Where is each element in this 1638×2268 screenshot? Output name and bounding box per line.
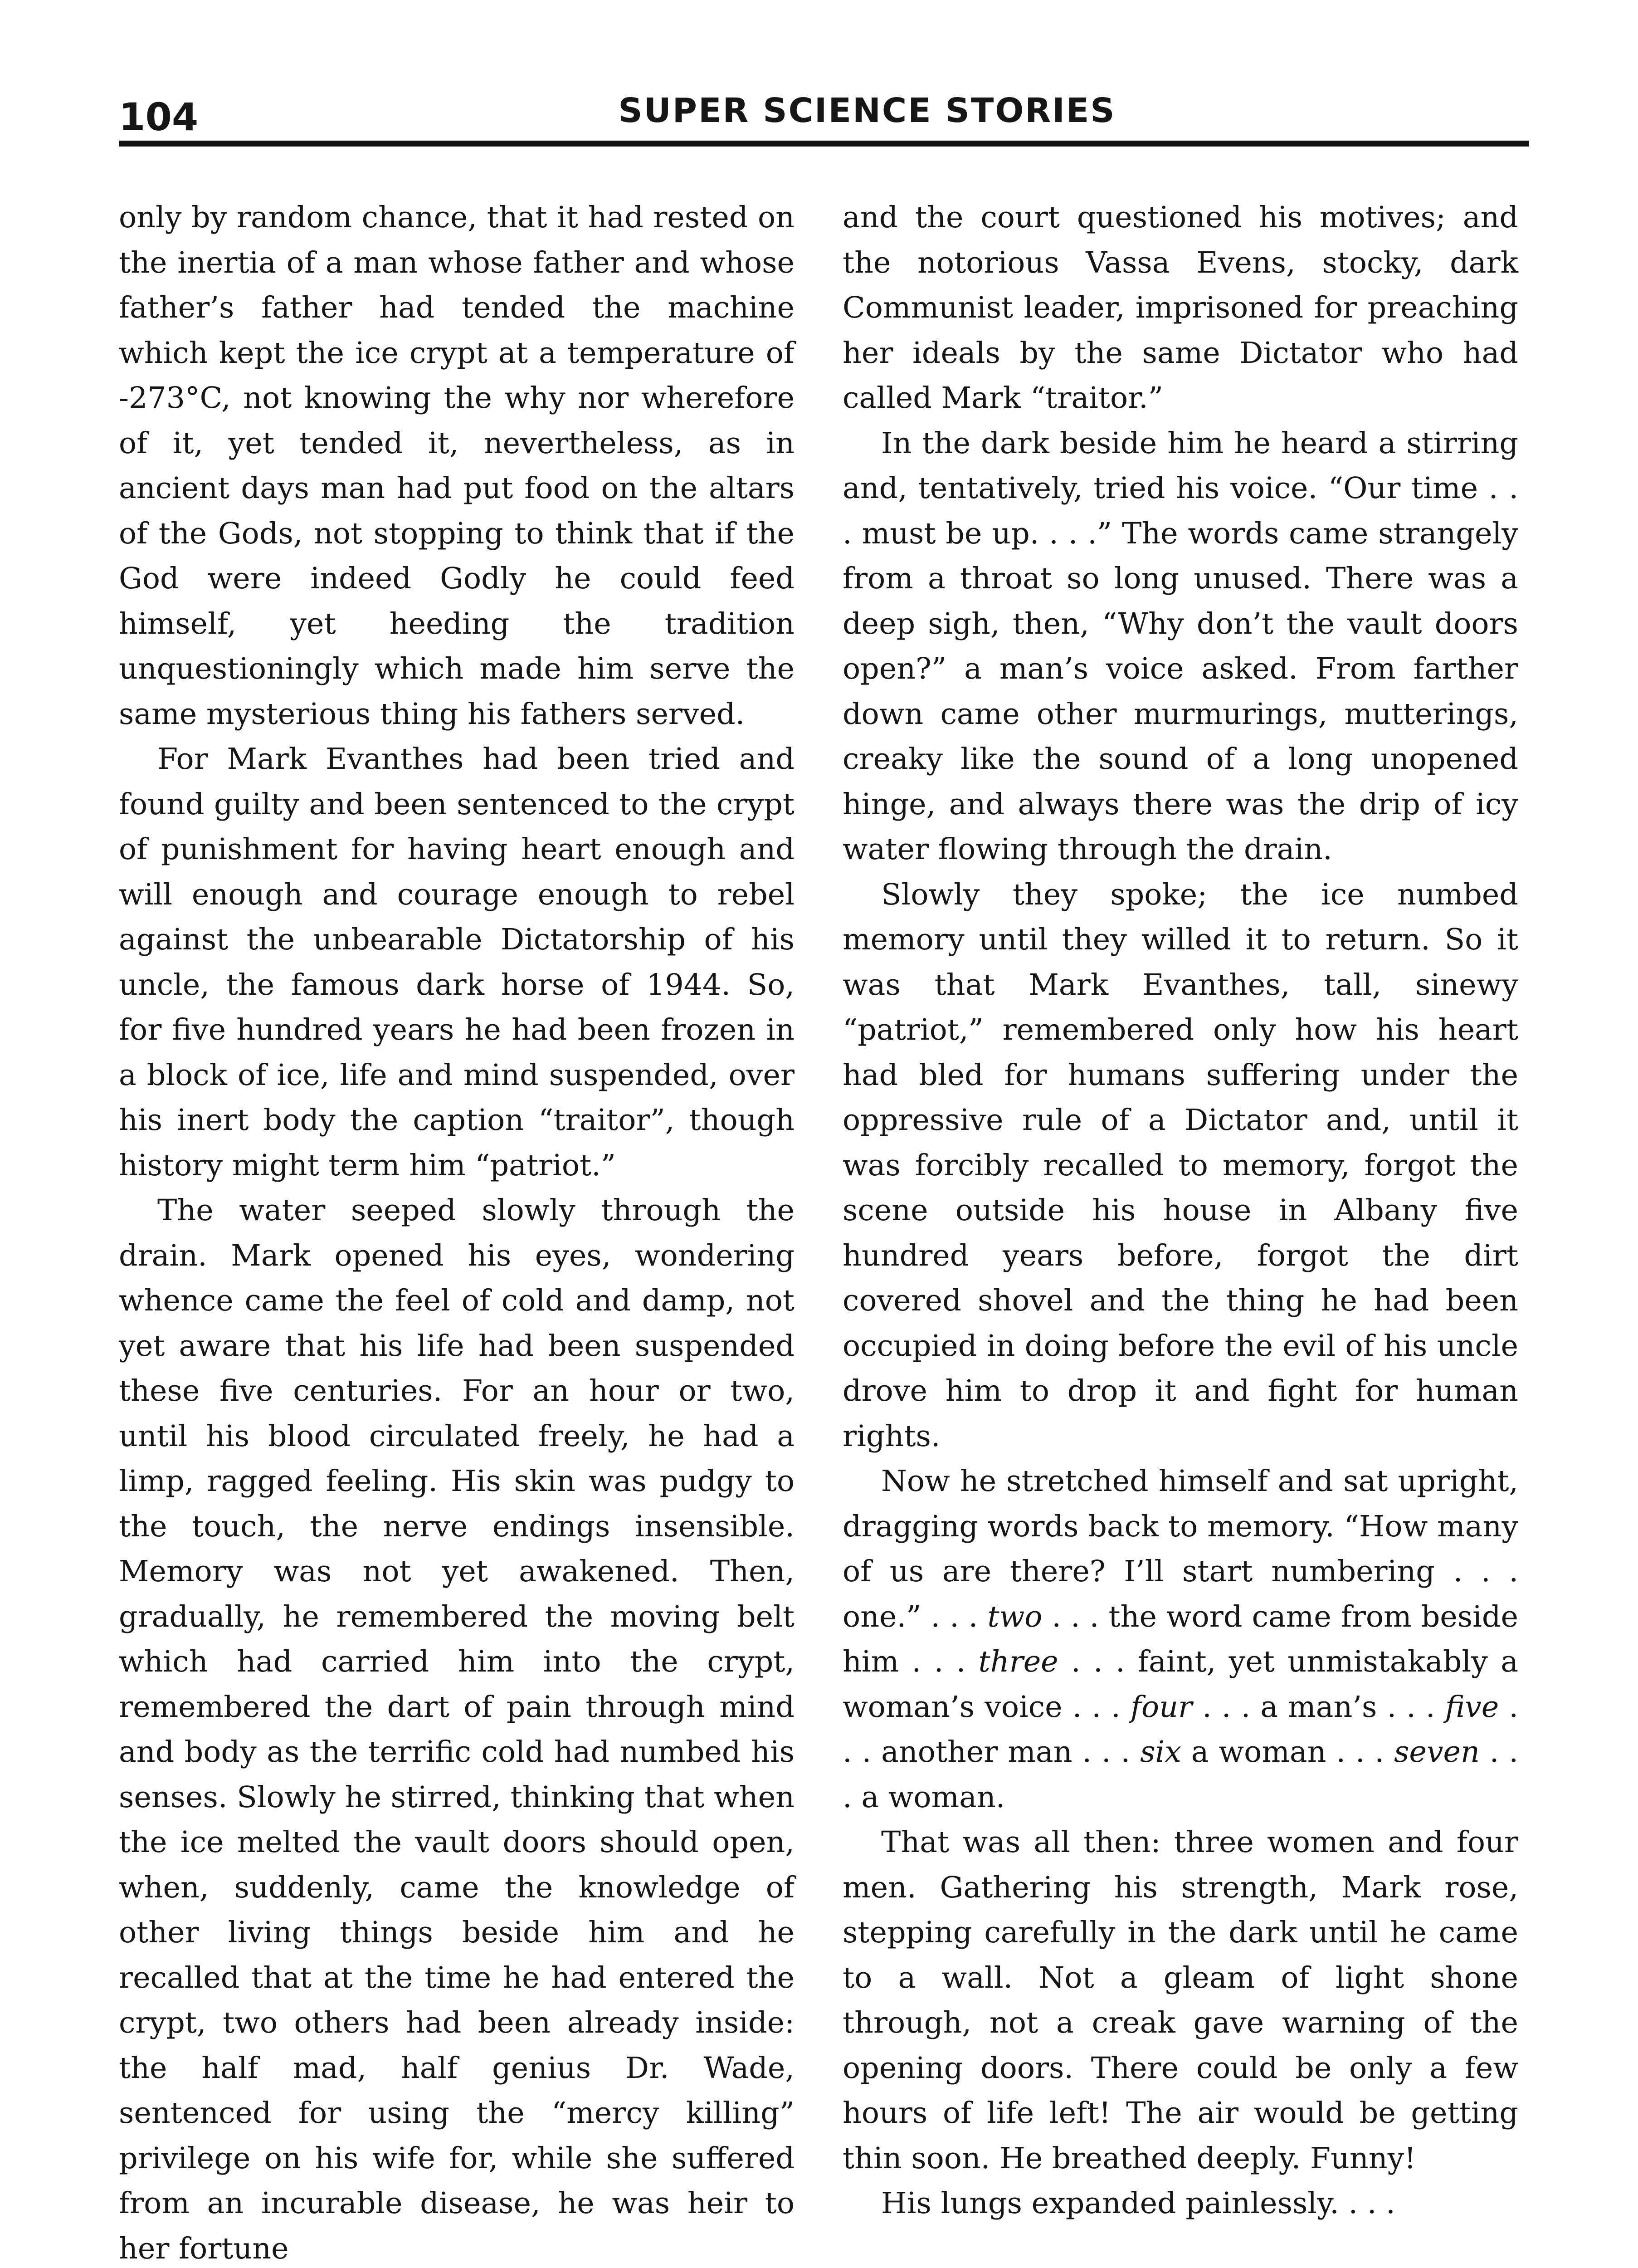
counting-text: . . . another man . . . — [843, 1690, 1518, 1769]
counting-text: Now he stretched himself and sat upright, dragging words back to memory. “How many of us are there? I’ll start numbering . . . one.” . . . — [843, 1464, 1518, 1634]
paragraph: and the court questioned his motives; and the notorious Vassa Evens, stocky, dark Communist leader, imprisoned for preaching her ideals by the same Dictator who had called Mark “traitor.” — [843, 200, 1518, 415]
count-word: two — [987, 1599, 1043, 1634]
header-rule — [119, 141, 1529, 147]
left-column — [119, 195, 795, 2268]
right-column — [843, 195, 1518, 2226]
paragraph: Slowly they spoke; the ice numbed memory until they willed it to return. So it was that Mark Evanthes, tall, sinewy “patriot,” remembered only how his heart had bled for humans suffering under the oppressive rule of a Dictator and, until it was forcibly recalled to memory, forgot the scene outside his house in Albany five hundred years before, forgot the dirt covered shovel and the thing he had been occupied in doing before the evil of his uncle drove him to drop it and fight for human rights. — [843, 877, 1518, 1453]
counting-paragraph — [843, 1459, 1518, 1820]
paragraph: The water seeped slowly through the drain. Mark opened his eyes, wondering whence came the feel of cold and damp, not yet aware that his life had been suspended these five centuries. For an hour or two, until his blood circulated freely, he had a limp, ragged feeling. His skin was pudgy to the touch, the nerve endings insensible. Memory was not yet awakened. Then, gradually, he remembered the moving belt which had carried him into the crypt, remembered the dart of pain through mind and body as the terrific cold had numbed his senses. Slowly he stirred, thinking that when the ice melted the vault doors should open, when, suddenly, came the knowledge of other living things beside him and he recalled that at the time he had entered the crypt, two others had been already inside: the half mad, half genius Dr. Wade, sentenced for using the “mercy killing” privilege on his wife for, while she suffered from an incurable disease, he was heir to her fortune — [119, 1193, 795, 2266]
counting-text: a woman . . . — [1181, 1735, 1394, 1769]
paragraph: only by random chance, that it had rested on the inertia of a man whose father and whose father’s father had tended the machine which kept the ice crypt at a temperature of -273°C, not knowing the why nor wherefore of it, yet tended it, nevertheless, as in ancient days man had put food on the altars of the Gods, not stopping to think that if the God were indeed Godly he could feed himself, yet heeding the tradition unquestioningly which made him serve the same mysterious thing his fathers served. — [119, 200, 795, 731]
count-word: four — [1130, 1690, 1193, 1724]
counting-text: . . . faint, yet unmistakably a woman’s voice . . . — [843, 1645, 1518, 1724]
counting-text: . . . a woman. — [843, 1735, 1518, 1814]
page-number: 104 — [119, 95, 199, 139]
count-word: five — [1445, 1690, 1499, 1724]
paragraph: For Mark Evanthes had been tried and found guilty and been sentenced to the crypt of punishment for having heart enough and will enough and courage enough to rebel against the unbearable Dictatorship of his uncle, the famous dark horse of 1944. So, for five hundred years he had been frozen in a block of ice, life and mind suspended, over his inert body the caption “traitor”, though history might term him “patriot.” — [119, 742, 795, 1183]
count-word: six — [1140, 1735, 1181, 1769]
count-word: seven — [1394, 1735, 1480, 1769]
running-title: SUPER SCIENCE STORIES — [618, 91, 1116, 130]
paragraph: That was all then: three women and four men. Gathering his strength, Mark rose, stepping carefully in the dark until he came to a wall. Not a gleam of light shone through, not a creak gave warning of the opening doors. There could be only a few hours of life left! The air would be getting thin soon. He breathed deeply. Funny! — [843, 1825, 1518, 2175]
paragraph: In the dark beside him he heard a stirring and, tentatively, tried his voice. “Our time . . . must be up. . . .” The words came strangely from a throat so long unused. There was a deep sigh, then, “Why don’t the vault doors open?” a man’s voice asked. From farther down came other murmurings, mutterings, creaky like the sound of a long unopened hinge, and always there was the drip of icy water flowing through the drain. — [843, 426, 1518, 866]
counting-text: . . . the word came from beside him . . . — [843, 1599, 1518, 1679]
page-header — [119, 77, 1534, 150]
count-word: three — [978, 1645, 1058, 1679]
paragraph: His lungs expanded painlessly. . . . — [881, 2186, 1395, 2220]
counting-text: . . . a man’s . . . — [1192, 1690, 1445, 1724]
